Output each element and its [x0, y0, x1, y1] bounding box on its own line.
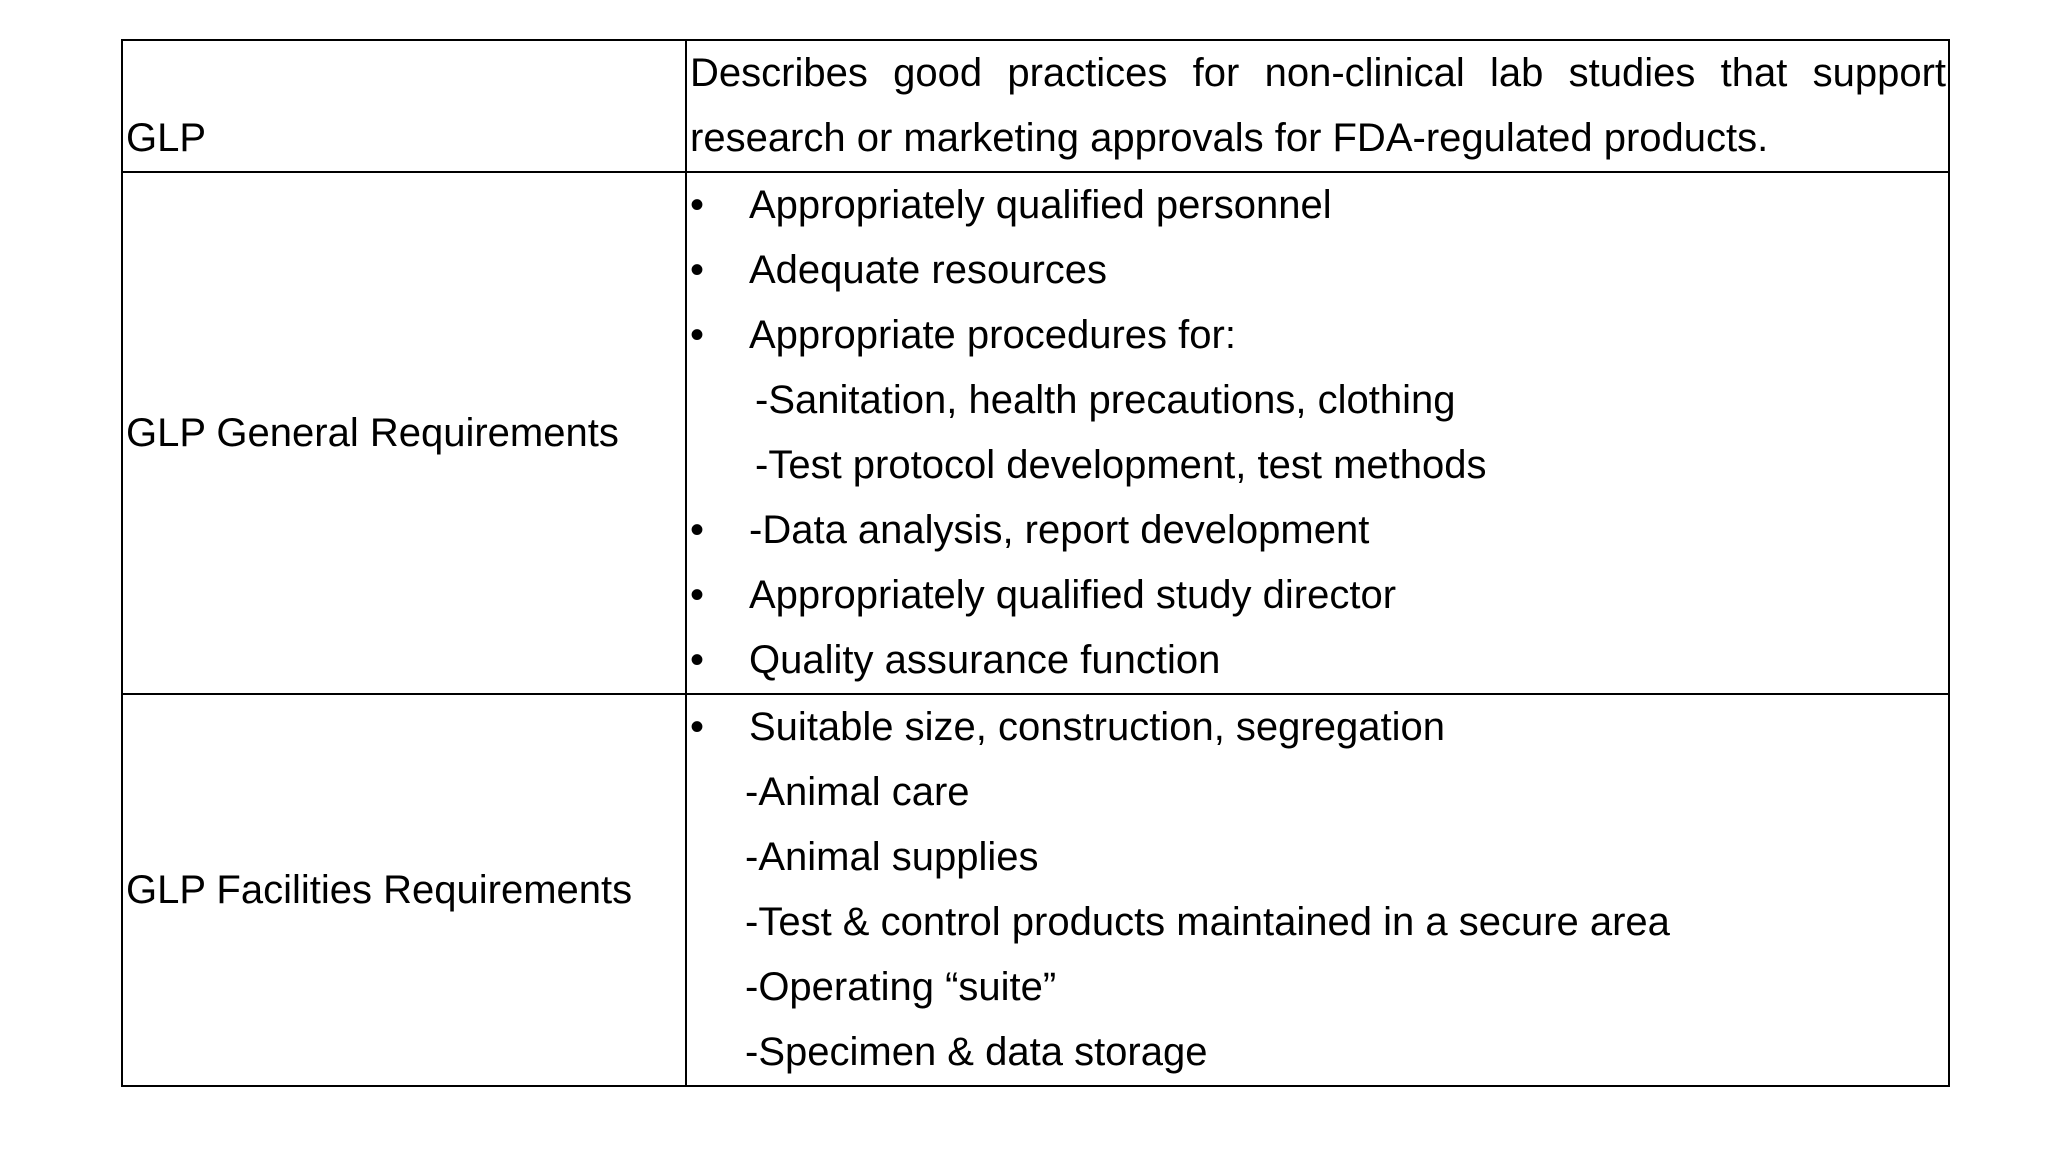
bullet: •	[690, 705, 705, 749]
list-item-text: -Test & control products maintained in a secure area	[745, 900, 1670, 944]
list-item-text: -Operating “suite”	[745, 965, 1057, 1009]
table-row-general-requirements	[122, 172, 1949, 694]
bullet: •	[690, 638, 705, 682]
list-item-text: -Animal care	[745, 770, 970, 814]
bullet: •	[690, 573, 705, 617]
term-cell: GLP Facilities Requirements	[122, 694, 686, 1086]
sub-list-item	[687, 760, 1948, 825]
list-item-text: Quality assurance function	[749, 638, 1221, 682]
list-item	[687, 238, 1948, 303]
list-item	[687, 173, 1948, 238]
term-cell: GLP General Requirements	[122, 172, 686, 694]
list-item-text: Appropriately qualified study director	[749, 573, 1397, 617]
list-item-text: -Specimen & data storage	[745, 1030, 1208, 1074]
list-item-text: Appropriate procedures for:	[749, 313, 1236, 357]
list-item-text: Appropriately qualified personnel	[749, 183, 1332, 227]
sub-list-item	[687, 1020, 1948, 1085]
bullet: •	[690, 313, 705, 357]
sub-list-item	[687, 433, 1948, 498]
list-item-text: Adequate resources	[749, 248, 1108, 292]
list-item-text: -Sanitation, health precautions, clothing	[755, 378, 1456, 422]
list-item	[687, 695, 1948, 760]
sub-list-item	[687, 825, 1948, 890]
term-cell: GLP	[122, 40, 686, 172]
list-item	[687, 563, 1948, 628]
bullet: •	[690, 183, 705, 227]
description-cell	[686, 40, 1949, 172]
bullet: •	[690, 508, 705, 552]
list-item	[687, 628, 1948, 693]
requirements-list-cell	[686, 172, 1949, 694]
list-item-text: -Animal supplies	[745, 835, 1039, 879]
sub-list-item	[687, 368, 1948, 433]
bullet: •	[690, 248, 705, 292]
list-item	[687, 498, 1948, 563]
sub-list-item	[687, 955, 1948, 1020]
glp-requirements-table	[121, 39, 1950, 1087]
table-row-facilities-requirements	[122, 694, 1949, 1086]
list-item-text: Suitable size, construction, segregation	[749, 705, 1445, 749]
glp-description: Describes good practices for non-clinical lab studies that support research or marketing approvals for FDA-regulated products.	[690, 51, 1946, 160]
requirements-list-cell	[686, 694, 1949, 1086]
table-row-glp	[122, 40, 1949, 172]
list-item	[687, 303, 1948, 368]
sub-list-item	[687, 890, 1948, 955]
list-item-text: -Data analysis, report development	[749, 508, 1370, 552]
list-item-text: -Test protocol development, test methods	[755, 443, 1487, 487]
